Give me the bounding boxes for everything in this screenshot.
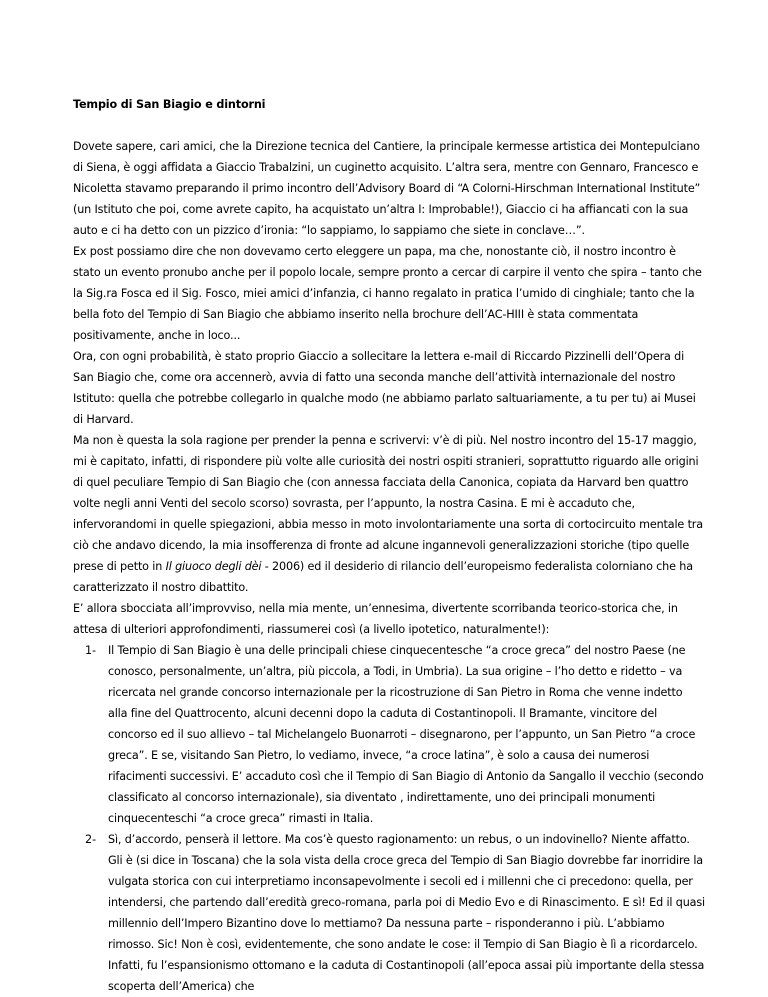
paragraph-3: Ora, con ogni probabilità, è stato proprio Giaccio a sollecitare la lettera e-mail di Riccardo Pizzinelli dell’Opera di San Biagio che, come ora accennerò, avvia di fatto una seconda manche dell’attività internazionale del nostro Istituto: quella che potrebbe collegarlo in qualche modo (ne abbiamo parlato saltuariamente, a tu per tu) ai Musei di Harvard. xyxy=(73,350,696,426)
list-item xyxy=(85,829,706,997)
paragraph-4-text: Ma non è questa la sola ragione per prender la penna e scrivervi: v’è di più. Nel nostro incontro del 15-17 maggio, mi è capitato, infatti, di rispondere più volte alle curiosità dei nostri ospiti stranieri, soprattutto riguardo alle origini di quel peculiare Tempio di San Biagio che (con annessa facciata della Canonica, copiata da Harvard ben quattro volte negli anni Venti del secolo scorso) sovrasta, per l’appunto, la nostra Casina. E mi è accaduto che, infervorandomi in quelle spiegazioni, abbia messo in moto involontariamente una sorta di cortocircuito mentale tra ciò che andavo dicendo, la mia insofferenza di fronte ad alcune ingannevoli generalizzazioni storiche (tipo quelle prese di petto in xyxy=(73,434,703,573)
paragraph-2: Ex post possiamo dire che non dovevamo certo eleggere un papa, ma che, nonostante ciò, il nostro incontro è stato un evento pronubo anche per il popolo locale, sempre pronto a cercar di carpire il vento che spira – tanto che la Sig.ra Fosca ed il Sig. Fosco, miei amici d’infanzia, ci hanno regalato in pratica l’umido di cinghiale; tanto che la bella foto del Tempio di San Biagio che abbiamo inserito nella brochure dell’AC-HIII è stata commentata positivamente, anche in loco... xyxy=(73,245,702,342)
paragraph-4 xyxy=(73,430,705,598)
paragraph-1: Dovete sapere, cari amici, che la Direzione tecnica del Cantiere, la principale kermesse artistica dei Montepulciano di Siena, è oggi affidata a Giaccio Trabalzini, un cuginetto acquisito. L’altra sera, mentre con Gennaro, Francesco e Nicoletta stavamo preparando il primo incontro dell’Advisory Board di “A Colorni-Hirschman International Institute” (un Istituto che poi, come avrete capito, ha acquistato un’altra I: Improbable!), Giaccio ci ha affiancati con la sua auto e ci ha detto con un pizzico d’ironia: “lo sappiamo, lo sappiamo che siete in conclave…”. xyxy=(73,140,701,237)
list-item xyxy=(85,640,705,829)
list-item-text: Sì, d’accordo, penserà il lettore. Ma cos’è questo ragionamento: un rebus, o un indovinello? Niente affatto. Gli è (si dice in Toscana) che la sola vista della croce greca del Tempio di San Biagio dovrebbe far inorridire la vulgata storica con cui interpretiamo inconsapevolmente i secoli ed i millenni che ci precedono: quella, per intendersi, che partendo dall’eredità greco-romana, parla poi di Medio Evo e di Rinascimento. E sì! Ed il quasi millennio dell’Impero Bizantino dove lo mettiamo? Da nessuna parte – risponderanno i più. L’abbiamo rimosso. Sic! Non è così, evidentemente, che sono andate le cose: il Tempio di San Biagio è lì a ricordarcelo. Infatti, fu l’espansionismo ottomano e la caduta di Costantinopoli (all’epoca assai più importante della stessa scoperta dell’America) che xyxy=(108,833,706,993)
list-item-number: 2- xyxy=(85,833,96,846)
list-item-text: Il Tempio di San Biagio è una delle principali chiese cinquecentesche “a croce greca” del nostro Paese (ne conosco, personalmente, un’altra, più piccola, a Todi, in Umbria). La sua origine – l’ho detto e ridetto – va ricercata nel grande concorso internazionale per la ricostruzione di San Pietro in Roma che venne indetto alla fine del Quattrocento, alcuni decenni dopo la caduta di Costantinopoli. Il Bramante, vincitore del concorso ed il suo allievo – tal Michelangelo Buonarroti – disegnarono, per l’appunto, un San Pietro “a croce greca”. E se, visitando San Pietro, lo vediamo, invece, “a croce latina”, è solo a causa dei numerosi rifacimenti successivi. E’ accaduto così che il Tempio di San Biagio di Antonio da Sangallo il vecchio (secondo classificato al concorso internazionale), sia diventato , indirettamente, uno dei principali monumenti cinquecenteschi “a croce greca” rimasti in Italia. xyxy=(108,644,704,825)
document-title: Tempio di San Biagio e dintorni xyxy=(73,98,266,111)
list-item-number: 1- xyxy=(85,644,96,657)
paragraph-5: E’ allora sbocciata all’improvviso, nella mia mente, un’ennesima, divertente scorribanda teorico-storica che, in attesa di ulteriori approfondimenti, riassumerei così (a livello ipotetico, naturalmente!): xyxy=(73,602,678,636)
numbered-list xyxy=(73,640,705,997)
paragraph-4-tail: - 2006) ed il desiderio di rilancio dell’europeismo federalista colorniano che ha caratterizzato il nostro dibattito. xyxy=(73,560,693,594)
book-title-italic: Il giuoco degli dèi xyxy=(165,560,262,573)
document-page xyxy=(73,94,705,997)
